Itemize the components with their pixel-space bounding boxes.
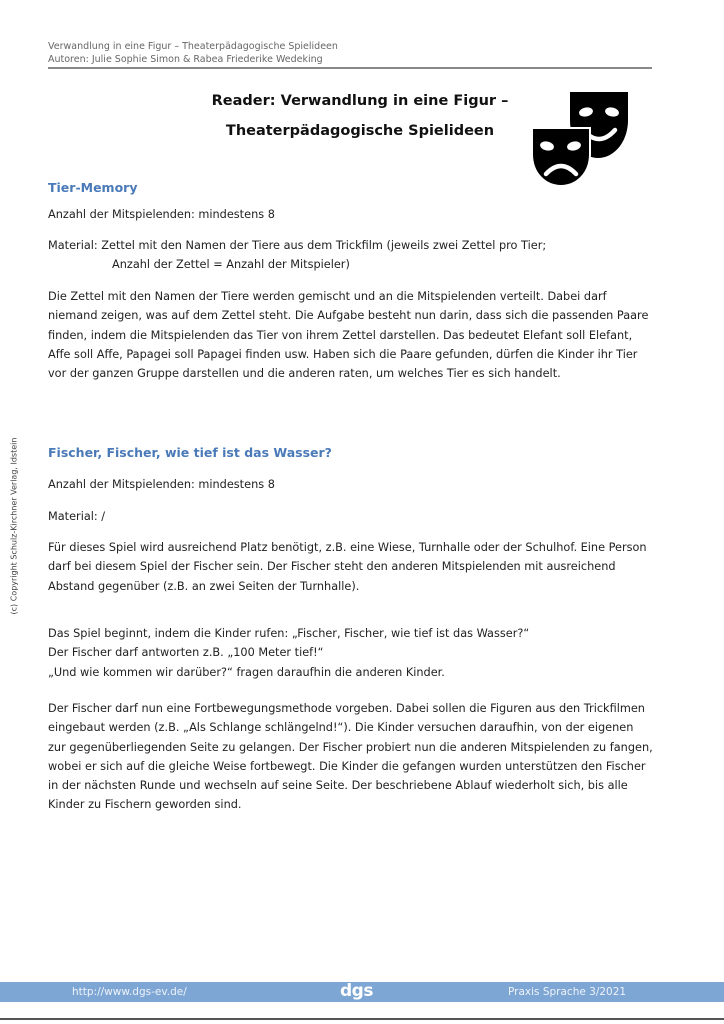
copyright-notice <box>4 426 24 626</box>
section2-body1: Für dieses Spiel wird ausreichend Platz benötigt, z.B. eine Wiese, Turnhalle oder der Schulhof. Eine Person darf bei diesem Spiel der Fischer sein. Der Fischer steht den anderen Mitspielenden mit ausreichend Abstand gegenüber (z.B. an zwei Seiten der Turnhalle). <box>48 541 647 593</box>
copyright-text: (c) Copyright Schulz-Kirchner Verlag, Idstein <box>9 437 19 615</box>
material-line2: Anzahl der Zettel = Anzahl der Mitspieler) <box>112 258 350 272</box>
section2-dialogue <box>48 624 654 682</box>
dialogue-line2: Der Fischer darf antworten z.B. „100 Meter tief!“ <box>48 646 324 660</box>
material-description: Material: / <box>48 510 106 523</box>
players-count: Anzahl der Mitspielenden: mindestens 8 <box>48 478 275 491</box>
footer-url-link[interactable]: http://www.dgs-ev.de/ <box>72 986 187 998</box>
dgs-logo: dgs <box>340 981 373 1001</box>
document-title-line1: Reader: Verwandlung in eine Figur – <box>211 93 509 109</box>
running-header <box>48 40 652 66</box>
footer-issue: Praxis Sprache 3/2021 <box>508 986 627 998</box>
dialogue-line3: „Und wie kommen wir darüber?“ fragen daraufhin die anderen Kinder. <box>48 665 445 679</box>
section2-body3: Der Fischer darf nun eine Fortbewegungsmethode vorgeben. Dabei sollen die Figuren aus den Trickfilmen eingebaut werden (z.B. „Als Schlange schlängelnd!“). Die Kinder versuchen daraufhin, von der eigenen zur gegenüberliegenden Seite zu gelangen. Der Fischer probiert nun die anderen Mitspielenden zu fangen, wobei er sich auf die gleiche Weise fortbewegt. Die Kinder die gefangen wurden unterstützen den Fischer in der nächsten Runde und wechseln auf seine Seite. Der beschriebene Ablauf wiederholt sich, bis alle Kinder zu Fischern geworden sind. <box>48 702 653 812</box>
header-authors: Autoren: Julie Sophie Simon & Rabea Friederike Wedeking <box>48 54 323 65</box>
section-heading-tier-memory: Tier-Memory <box>48 180 138 195</box>
players-count: Anzahl der Mitspielenden: mindestens 8 <box>48 208 275 221</box>
header-title: Verwandlung in eine Figur – Theaterpädagogische Spielideen <box>48 41 338 52</box>
material-label: Material: <box>48 239 98 252</box>
theater-masks-icon <box>528 86 632 188</box>
material-description <box>48 236 654 275</box>
material-line1: Zettel mit den Namen der Tiere aus dem Trickfilm (jeweils zwei Zettel pro Tier; <box>97 239 547 252</box>
bottom-divider <box>0 1018 724 1020</box>
section1-body: Die Zettel mit den Namen der Tiere werden gemischt und an die Mitspielenden verteilt. Dabei darf niemand zeigen, was auf dem Zettel steht. Die Aufgabe besteht nun darin, dass sich die passenden Paare finden, indem die Mitspielenden das Tier von ihrem Zettel darstellen. Das bedeutet Elefant soll Elefant, Affe soll Affe, Papagei soll Papagei finden usw. Haben sich die Paare gefunden, dürfen die Kinder ihr Tier vor der ganzen Gruppe darstellen und die anderen raten, um welches Tier es sich handelt. <box>48 290 649 381</box>
footer-bar <box>0 982 724 1002</box>
document-title-line2: Theaterpädagogische Spielideen <box>225 123 495 139</box>
dialogue-line1: Das Spiel beginnt, indem die Kinder rufen: „Fischer, Fischer, wie tief ist das Wasser?“ <box>48 627 530 640</box>
header-divider <box>48 67 652 69</box>
section-heading-fischer: Fischer, Fischer, wie tief ist das Wasser? <box>48 445 332 460</box>
